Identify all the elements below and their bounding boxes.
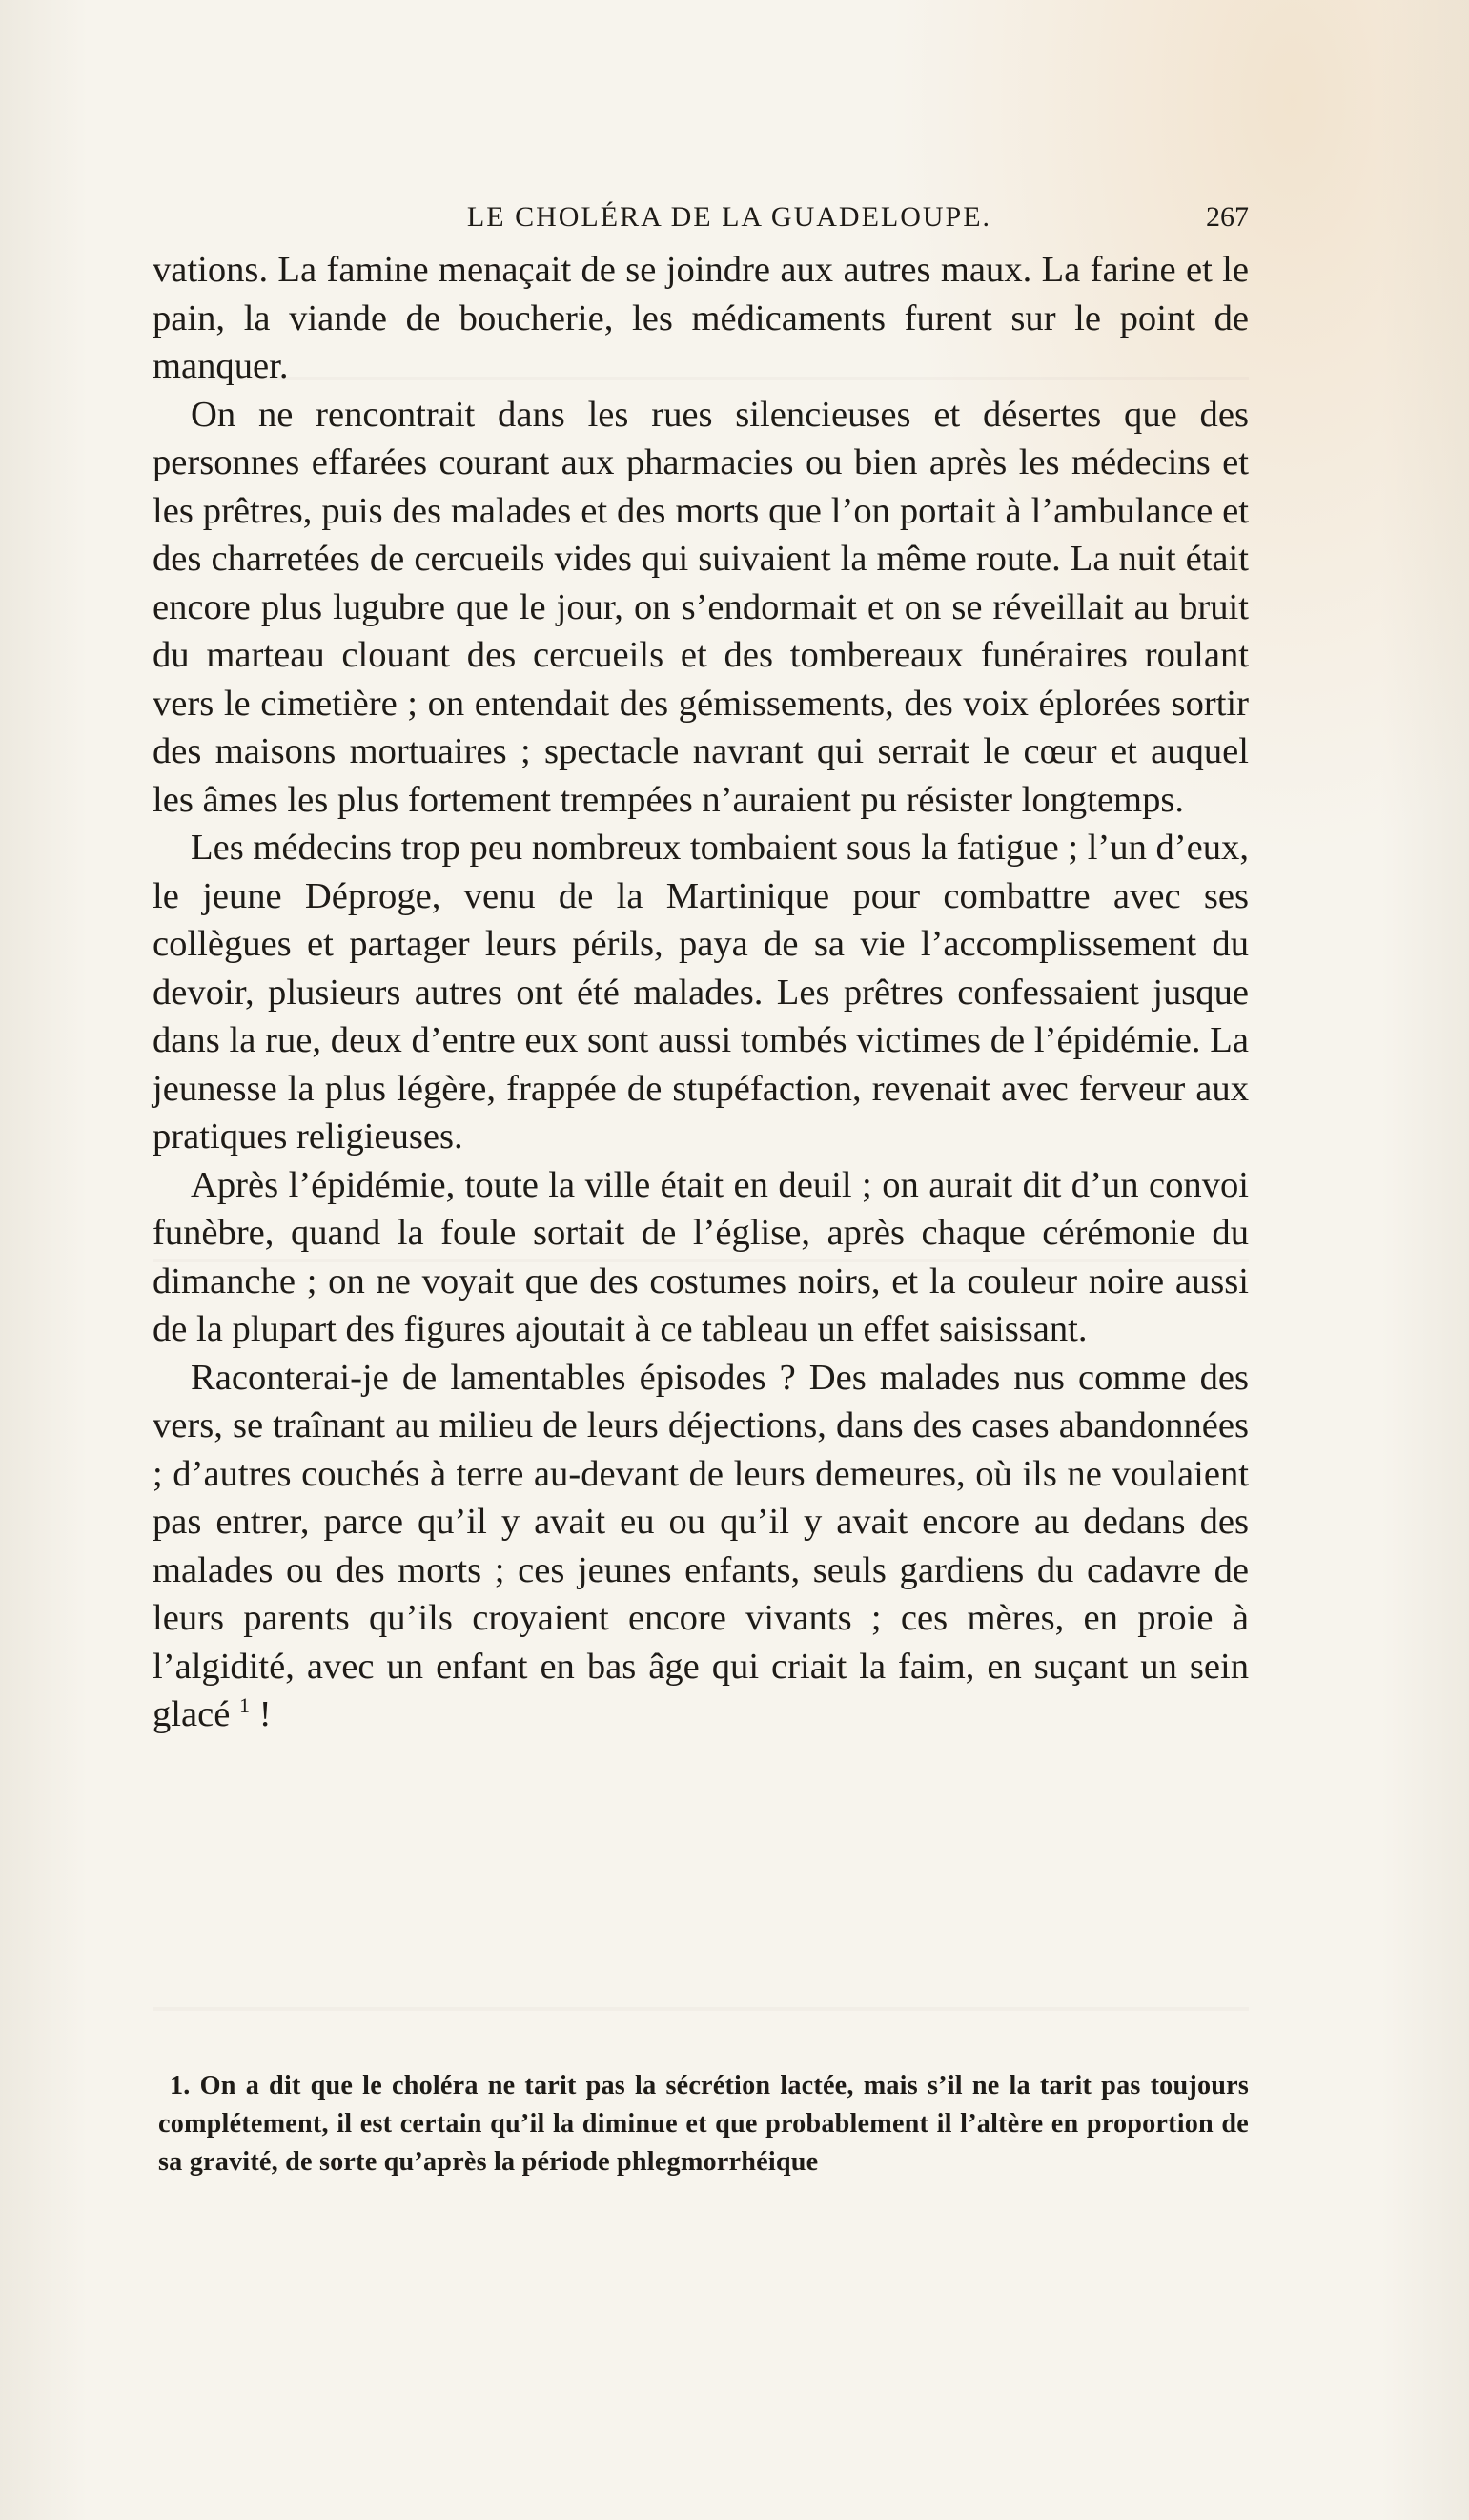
paragraph: Les médecins trop peu nombreux tombaient sous la fatigue ; l’un d’eux, le jeune Déproge, venu de la Martinique pour combattre avec ses collègues et partager leurs périls, paya de sa vie l’accomplissement du devoir, plusieurs autres ont été malades. Les prêtres confessaient jusque dans la rue, deux d’entre eux sont aussi tombés victimes de l’épidémie. La jeunesse la plus légère, frappée de stupéfaction, revenait avec ferveur aux pratiques religieuses. (153, 828, 1249, 1157)
footnote-reference[interactable]: 1 (239, 1693, 251, 1717)
running-title: LE CHOLÉRA DE LA GUADELOUPE. (466, 201, 992, 233)
page-number: 267 (1206, 201, 1249, 233)
paragraph-ending: ! (250, 1694, 272, 1734)
page-header (153, 198, 1249, 236)
paragraph-text: Raconterai-je de lamentables épisodes ? Des malades nus comme des vers, se traînant au milieu de leurs déjections, dans des cases abandonnées ; d’autres couchés à terre au-devant de leurs demeures, où ils ne voulaient pas entrer, parce qu’il y avait eu ou qu’il y avait encore au dedans des malades ou des morts ; ces jeunes enfants, seuls gardiens du cadavre de leurs parents qu’ils croyaient encore vivants ; ces mères, en proie à l’algidité, avec un enfant en bas âge qui criait la faim, en suçant un sein glacé (153, 1357, 1249, 1734)
paragraph: On ne rencontrait dans les rues silencieuses et désertes que des personnes effarées courant aux pharmacies ou bien après les médecins et les prêtres, puis des malades et des morts que l’on portait à l’ambulance et des charretées de cercueils vides qui suivaient la même route. La nuit était encore plus lugubre que le jour, on s’endormait et on se réveillait au bruit du marteau clouant des cercueils et des tombereaux funéraires roulant vers le cimetière ; on entendait des gémissements, des voix éplorées sortir des maisons mortuaires ; spectacle navrant qui serrait le cœur et auquel les âmes les plus fortement trempées n’auraient pu résister longtemps. (153, 394, 1249, 820)
footnote-text: 1. On a dit que le choléra ne tarit pas la sécrétion lactée, mais s’il ne la tarit pas toujours complétement, il est certain qu’il la diminue et que probablement il l’altère en proportion de sa gravité, de sorte qu’après la période phlegmorrhéique (158, 2071, 1249, 2177)
show-through-line (153, 2007, 1249, 2011)
paragraph (153, 1354, 1249, 1739)
paragraph: vations. La famine menaçait de se joindre aux autres maux. La farine et le pain, la viande de boucherie, les médicaments furent sur le point de manquer. (153, 250, 1249, 386)
paragraph: Après l’épidémie, toute la ville était en deuil ; on aurait dit d’un convoi funèbre, quand la foule sortait de l’église, après chaque cérémonie du dimanche ; on ne voyait que des costumes noirs, et la couleur noire aussi de la plupart des figures ajoutait à ce tableau un effet saisissant. (153, 1164, 1249, 1349)
body-text (153, 246, 1249, 1739)
footnote (158, 2067, 1249, 2182)
